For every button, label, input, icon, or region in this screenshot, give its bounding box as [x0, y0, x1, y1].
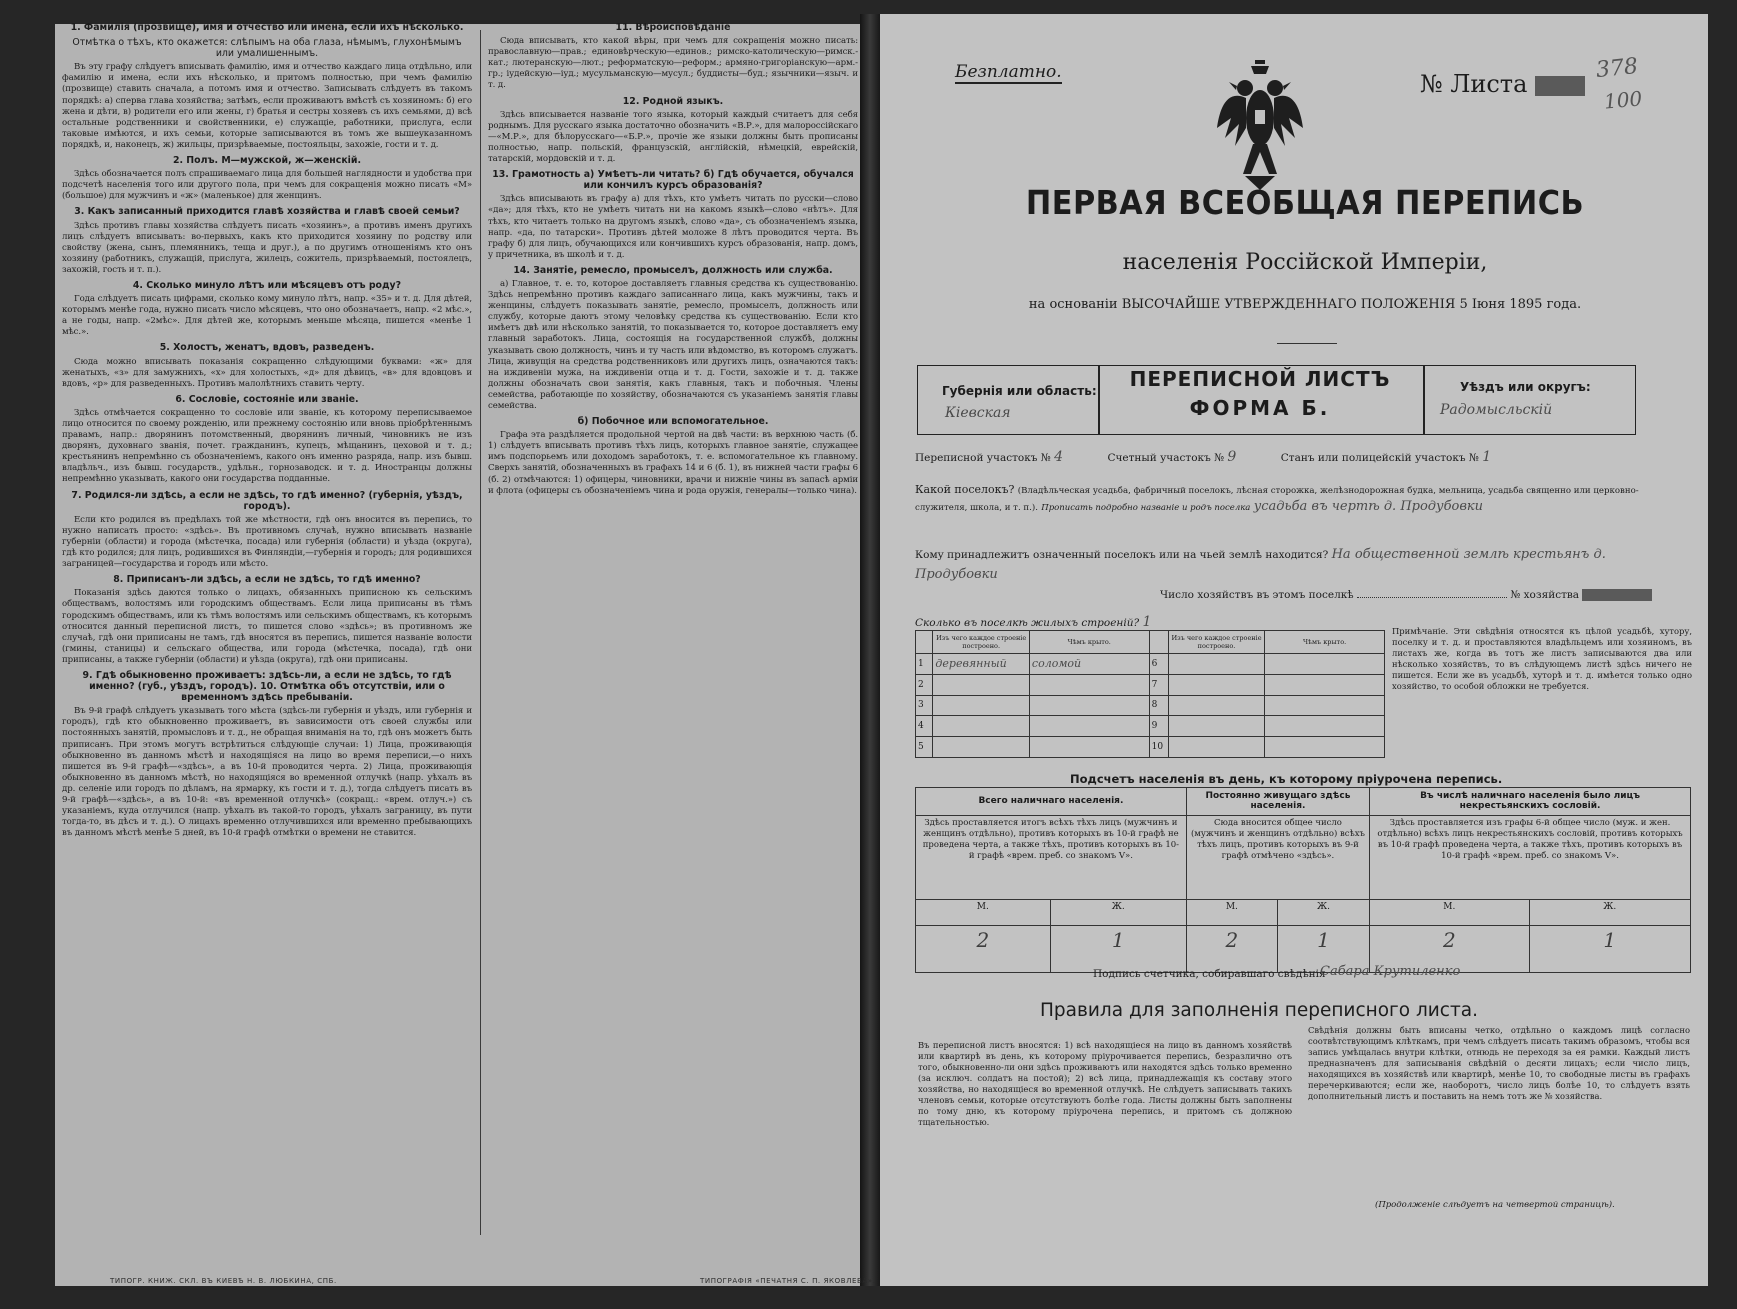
precinct-value: 4 [1054, 449, 1064, 465]
census-subtitle: населенія Россійской Имперіи, [1122, 250, 1488, 275]
instruction-heading: 6. Сословіе, состояніе или званіе. [175, 393, 359, 405]
total-present-female: 1 [1050, 925, 1186, 972]
book-spine [860, 14, 880, 1286]
household-number-label: № хозяйства [1510, 589, 1580, 601]
header-separator [1423, 366, 1425, 434]
buildings-roof [1029, 695, 1149, 716]
buildings-material [933, 695, 1029, 716]
count-col-description: Сюда вносится общее число (мужчинъ и женщинъ отдѣльно) всѣхъ тѣхъ лицъ, противъ которыхъ въ 9-й графѣ отмѣчено «здѣсь». [1186, 815, 1369, 900]
buildings-col-roof: Чѣмъ крыто. [1265, 631, 1385, 654]
households-line [1160, 589, 1652, 601]
instruction-text: Здѣсь вписывають въ графу а) для тѣхъ, кто умѣетъ читать по русски—слово «да»; для тѣхъ, кто не умѣетъ читать ни на какомъ языкѣ—слово «нѣтъ». Для тѣхъ, кто читаетъ только на другомъ языкѣ, слово «да», съ обозначеніемъ языка, напр. «да, по татарски». Противъ дѣтей моложе 8 лѣтъ проводится черта. Въ графу б) для лицъ, обучающихся или кончившихъ курсъ образованія, напр. домъ, у причетника, въ школѣ и т. д. [488, 194, 858, 260]
instruction-heading: 12. Родной языкъ. [622, 95, 724, 107]
instruction-text: Года слѣдуетъ писать цифрами, сколько кому минуло лѣтъ, напр. «35» и т. д. Для дѣтей, которымъ менѣе года, нужно писать число мѣсяцевъ, что оно обозначаетъ, напр. «2 мѣс.», а не годы, напр. «2мѣс». Для дѣтей же, которымъ меньше мѣсяца, пишется «менѣе 1 мѣс.». [62, 294, 472, 338]
buildings-material [933, 674, 1029, 695]
double-headed-eagle-emblem-icon [1215, 58, 1305, 193]
instruction-heading: 1. Фамилія (прозвище), имя и отчество или имена, если ихъ нѣсколько. [70, 22, 464, 33]
form-title: ПЕРЕПИСНОЙ ЛИСТЪ [1129, 367, 1391, 391]
instruction-heading: 7. Родился-ли здѣсь, а если не здѣсь, то гдѣ именно? (губернія, уѣздъ, городъ). [71, 489, 463, 512]
buildings-row-number: 9 [1149, 716, 1168, 737]
buildings-material [1168, 654, 1264, 675]
instruction-text: а) Главное, т. е. то, которое доставляетъ главныя средства къ существованію. Здѣсь непремѣнно противъ каждаго записаннаго лица, какъ мужчины, такъ и женщины, слѣдуетъ показывать занятіе, ремесло, промыселъ, должность или службу, которые даютъ этому человѣку средства къ существованію. Если кто имѣетъ двѣ или нѣсколько занятій, то показывается то, которое доставляетъ ему главный заработокъ. Лица, состоящія на государственной службѣ, должны указывать свою должность, чинъ и ту часть или вѣдомство, въ которомъ служатъ. Лица, живущія на средства родственниковъ или другихъ лицъ, означаются такъ: на иждивеніи мужа, на иждивеніи отца и т. д. Гости, захожіе и т. д. также должны обозначать свои занятія, какъ главныя, такъ и побочныя. Члены семейства, работающіе по хозяйству, обозначаются съ указаніемъ занятія главы семейства. [488, 278, 858, 411]
settlement-hint-2: Прописать подробно названіе и родъ поселка [1041, 503, 1251, 513]
female-label: Ж. [1529, 900, 1690, 925]
form-subtitle: ФОРМА Б. [1189, 396, 1331, 420]
printer-imprint-right: ТИПОГРАФІЯ «ПЕЧАТНЯ С. П. ЯКОВЛЕВА». [700, 1277, 876, 1285]
instruction-text: Въ эту графу слѣдуетъ вписывать фамилію, имя и отчество каждаго лица отдѣльно, или фамилію и имена, если ихъ нѣсколько, и притомъ полностью, при чемъ фамилію (прозвище) ставить сначала, а потомъ имя и отчество. Записывать слѣдуетъ въ такомъ порядкѣ: а) сперва глава хозяйства; затѣмъ, если проживаютъ вмѣстѣ съ хозяиномъ: б) его жена и дѣти, в) родители его или жены, г) братья и сестры хозяевъ съ ихъ семьями, д) всѣ остальные родственники и свойственники, е) служащіе, работники, прислуга, если таковые имѣются, и ихъ семьи, которые записываются въ томъ же вышеуказанномъ порядкѣ, и, наконецъ, ж) жильцы, призрѣваемые, постояльцы, захожіе, гости и т. д. [62, 62, 472, 150]
instruction-heading: 4. Сколько минуло лѣтъ или мѣсяцевъ отъ роду? [132, 279, 402, 291]
population-count-table [915, 787, 1691, 973]
population-count-title: Подсчетъ населенія въ день, къ которому пріурочена перепись. [1070, 772, 1503, 786]
buildings-roof [1029, 716, 1149, 737]
buildings-line [915, 614, 1262, 630]
owner-value: На общественной землѣ крестьянъ д. Продубовки [915, 547, 1606, 582]
rules-text-right: Свѣдѣнія должны быть вписаны четко, отдѣльно о каждомъ лицѣ согласно соотвѣтствующимъ клѣткамъ, при чемъ слѣдуетъ писать такимъ образомъ, чтобы вся запись умѣщалась внутри клѣтки, отнюдь не переходя за ея рамки. Каждый листъ предназначенъ для записыванія свѣдѣній о десяти лицахъ; если число лицъ, находящихся въ хозяйствѣ или квартирѣ, менѣе 10, то свободные листы въ графахъ перечеркиваются; если же, наоборотъ, число лицъ болѣе 10, то слѣдуетъ взять дополнительный листъ и поставить на немъ тотъ же № хозяйства. [1308, 1025, 1690, 1101]
pencil-folio-number-2: 100 [1603, 86, 1644, 114]
buildings-material [1168, 716, 1264, 737]
settlement-value: усадьба въ чертѣ д. Продубовки [1253, 499, 1484, 514]
buildings-row [916, 737, 1385, 758]
printer-imprint-left: ТИПОГР. КНИЖ. СКЛ. ВЪ КИЕВѢ Н. В. ЛЮБКИНА, СПБ. [110, 1277, 337, 1285]
buildings-row-number: 3 [916, 695, 933, 716]
buildings-row-number: 4 [916, 716, 933, 737]
buildings-row [916, 695, 1385, 716]
enumerator-signature: Сабара Крутиленко [1320, 964, 1461, 979]
count-col-header: Постоянно живущаго здѣсь населенія. [1186, 788, 1369, 816]
household-number-redacted-box [1582, 589, 1652, 601]
buildings-row-number: 6 [1149, 654, 1168, 675]
rules-continued-note: (Продолженіе слѣдуетъ на четвертой страницѣ). [1375, 1200, 1615, 1210]
enumerator-signature-label: Подпись счетчика, собиравшаго свѣдѣнія [1093, 968, 1326, 980]
buildings-table [915, 630, 1385, 758]
gubernia-label: Губернія или область: [942, 384, 1097, 398]
buildings-roof [1029, 737, 1149, 758]
buildings-roof [1265, 695, 1385, 716]
non-peasant-female: 1 [1529, 925, 1690, 972]
settlement-label: Какой поселокъ? [915, 483, 1015, 496]
instruction-heading: 3. Какъ записанный приходится главѣ хозяйства и главѣ своей семьи? [74, 206, 460, 218]
buildings-row-number: 2 [916, 674, 933, 695]
permanent-male: 2 [1186, 925, 1277, 972]
count-col-description: Здѣсь проставляется итогъ всѣхъ тѣхъ лицъ (мужчинъ и женщинъ отдѣльно), противъ которыхъ въ 10-й графѣ не проведена черта, а также тѣхъ, противъ которыхъ въ 10-й графѣ «врем. преб. со знакомъ V». [916, 815, 1187, 900]
count-col-header: Всего наличнаго населенія. [916, 788, 1187, 816]
instruction-text: Если кто родился въ предѣлахъ той же мѣстности, гдѣ онъ вносится въ перепись, то нужно написать просто: «здѣсь». Въ противномъ случаѣ, нужно вписывать названіе губерніи (области) и города (мѣстечка, посада) или губернія (области) и уѣзда (округа), гдѣ кто родился; для лицъ, родившихся въ Финляндіи,—губернія и городъ; для родившихся заграницей—государства и городъ или мѣсто. [62, 514, 472, 570]
rules-title: Правила для заполненія переписного листа. [1040, 1000, 1478, 1021]
pencil-folio-number: 378 [1594, 53, 1640, 84]
instruction-text: Графа эта раздѣляется продольной чертой на двѣ части: въ верхнюю часть (б. 1) слѣдуетъ вписывать противъ тѣхъ лицъ, которыхъ главное занятіе, служащее имъ подспорьемъ или доходомъ заработокъ, т. е. вспомогательное къ главному. Сверхъ занятій, обозначенныхъ въ графахъ 14 и 6 (б. 1), въ нижней части графы 6 (б. 2) отмѣчаются: 1) офицеры, чиновники, врачи и нижніе чины въ запасѣ арміи и флота (офицеры съ обозначеніемъ чина и рода оружія, генералы—только чина). [488, 430, 858, 496]
buildings-roof: соломой [1029, 654, 1149, 675]
instruction-heading: 2. Полъ. М—мужской, ж—женскій. [172, 155, 362, 167]
instruction-heading: 8. Приписанъ-ли здѣсь, а если не здѣсь, то гдѣ именно? [113, 574, 421, 586]
count-col-header: Въ числѣ наличнаго населенія было лицъ некрестьянскихъ сословій. [1370, 788, 1691, 816]
instruction-text: Здѣсь обозначается полъ спрашиваемаго лица для большей наглядности и удобства при подсчетѣ населенія того или другого пола, при чемъ для сокращенія можно писать «М» (большое) для мужчинъ и «ж» (маленькое) для женщинъ. [62, 169, 472, 202]
census-title: ПЕРВАЯ ВСЕОБЩАЯ ПЕРЕПИСЬ [1025, 183, 1585, 222]
buildings-roof [1265, 737, 1385, 758]
column-divider [480, 30, 481, 1235]
buildings-row-number: 8 [1149, 695, 1168, 716]
buildings-row-number: 7 [1149, 674, 1168, 695]
instruction-heading: 11. Вѣроисповѣданіе [615, 22, 731, 33]
buildings-material [933, 737, 1029, 758]
buildings-row [916, 716, 1385, 737]
buildings-roof [1265, 716, 1385, 737]
instruction-text: Показанія здѣсь даются только о лицахъ, обязанныхъ приписною къ сельскимъ обществамъ, волостямъ или городскимъ обществамъ. Если лица приписаны въ тѣмъ городскимъ обществамъ, или къ тѣмъ волостямъ или сельскимъ обществамъ, къ которымъ относится данный переписной листъ, то пишется слово «здѣсь»; въ противномъ же случаѣ, гдѣ они приписаны не тамъ, гдѣ вносятся въ перепись, пишется названіе волости (гмины, станицы) и сельскаго общества, или города (мѣстечка, посада), гдѣ они приписаны, а также губерніи (области) и уѣзда (округа), гдѣ они приписаны. [62, 588, 472, 665]
owner-line [915, 545, 1685, 585]
census-basis: на основаніи ВЫСОЧАЙШЕ УТВЕРЖДЕННАГО ПОЛОЖЕНІЯ 5 Іюня 1895 года. [1028, 297, 1582, 312]
instruction-heading: 9. Гдѣ обыкновенно проживаетъ: здѣсь-ли, а если не здѣсь, то гдѣ именно? (губ., уѣздъ, городъ). 10. Отмѣтка объ отсутствіи, или о временномъ здѣсь пребываніи. [82, 669, 452, 704]
instruction-text: Здѣсь отмѣчается сокращенно то сословіе или званіе, къ которому переписываемое лицо относится по своему рожденію, или прежнему состоянію или вновь пріобрѣтеннымъ правамъ, напр.: дворянинъ потомственный, дворянинъ личный, чиновникъ не изъ дворянъ, духовнаго званія, почет. гражданинъ, купецъ, мѣщанинъ, цеховой и т. д.; крестьянинъ непремѣнно съ обозначеніемъ, какого онъ именно разряда, напр. изъ бывш. владѣльч., изъ бывш. государств., удѣльн., горнозаводск. и т. д. Иностранцы должны непремѣнно указывать, какого они государства подданные. [62, 407, 472, 485]
uezd-label: Уѣздъ или округъ: [1460, 380, 1591, 394]
stan-label: Станъ или полицейскій участокъ № [1280, 452, 1479, 464]
buildings-col-built: Изъ чего каждое строеніе построено. [933, 631, 1029, 654]
permanent-female: 1 [1277, 925, 1369, 972]
count-col-description: Здѣсь проставляется изъ графы 6-й общее число (муж. и жен. отдѣльно) всѣхъ лицъ некрестьянскихъ сословій, противъ которыхъ въ 10-й графѣ проведена черта, а также тѣхъ, противъ которыхъ въ 10-й графѣ «врем. преб. со знакомъ V». [1370, 815, 1691, 900]
counting-value: 9 [1227, 449, 1237, 465]
owner-label: Кому принадлежитъ означенный поселокъ или на чьей землѣ находится? [915, 549, 1329, 561]
free-label: Безплатно. [955, 62, 1062, 82]
instructions-column-1 [62, 18, 472, 1243]
buildings-row-number: 10 [1149, 737, 1168, 758]
male-label: М. [1186, 900, 1277, 925]
buildings-material [1168, 695, 1264, 716]
buildings-row-number: 1 [916, 654, 933, 675]
buildings-material [933, 716, 1029, 737]
buildings-material [1168, 737, 1264, 758]
female-label: Ж. [1277, 900, 1369, 925]
buildings-col-roof: Чѣмъ крыто. [1029, 631, 1149, 654]
buildings-label: Сколько въ поселкѣ жилыхъ строеній? [915, 617, 1140, 629]
buildings-col-built: Изъ чего каждое строеніе построено. [1168, 631, 1264, 654]
uezd-value: Радомысльскій [1440, 402, 1553, 418]
female-label: Ж. [1050, 900, 1186, 925]
buildings-row-number: 5 [916, 737, 933, 758]
buildings-roof [1029, 674, 1149, 695]
instruction-heading: б) Побочное или вспомогательное. [577, 416, 769, 428]
buildings-row [916, 654, 1385, 675]
buildings-material [1168, 674, 1264, 695]
instruction-text: Здѣсь вписывается названіе того языка, который каждый считаетъ для себя роднымъ. Для русскаго языка достаточно обозначить «В.Р.», для малороссійскаго—«М.Р.», для бѣлорусскаго—«Б.Р.», прочіе же языки должны быть прописаны полностью, напр. польскій, французскій, англійскій, нѣмецкій, еврейскій, татарскій, мордовскій и т. д. [488, 109, 858, 165]
instruction-heading: 13. Грамотность а) Умѣетъ-ли читать? б) Гдѣ обучается, обучался или кончилъ курсъ образованія? [492, 169, 854, 192]
instructions-column-2 [488, 18, 858, 1243]
male-label: М. [916, 900, 1051, 925]
settlement-hint: (Владѣльческая усадьба, фабричный поселокъ, лѣсная сторожка, желѣзнодорожная будка, мельница, усадьба священно или церковно-служителя, школа, и т. п.). [915, 486, 1639, 513]
instruction-text: Сюда можно вписывать показанія сокращенно слѣдующими буквами: «ж» для женатыхъ, «з» для замужнихъ, «х» для холостыхъ, «д» для дѣвицъ, «в» для вдовцовъ и вдовъ, «р» для разведенныхъ. Противъ малолѣтнихъ ставить черту. [62, 356, 472, 389]
instruction-heading: 14. Занятіе, ремесло, промыселъ, должность или служба. [513, 264, 833, 276]
instruction-heading: 5. Холостъ, женатъ, вдовъ, разведенъ. [159, 342, 375, 354]
households-label: Число хозяйствъ въ этомъ поселкѣ [1160, 589, 1354, 601]
buildings-roof [1265, 654, 1385, 675]
counting-label: Счетный участокъ № [1107, 452, 1225, 464]
gubernia-value: Кіевская [945, 405, 1011, 421]
precinct-line [915, 449, 1522, 465]
settlement-line [915, 482, 1685, 516]
buildings-row [916, 674, 1385, 695]
buildings-value: 1 [1142, 614, 1152, 630]
title-rule [1277, 343, 1337, 344]
male-label: М. [1370, 900, 1530, 925]
precinct-label: Переписной участокъ № [915, 452, 1051, 464]
stan-value: 1 [1482, 449, 1492, 465]
instruction-text: Въ 9-й графѣ слѣдуетъ указывать того мѣста (здѣсь-ли губернія и уѣздъ, или губернія и городъ), гдѣ кто обыкновенно проживаетъ, въ зависимости отъ своей службы или постоянныхъ занятій, промысловъ и т. д., не обращая вниманія на то, гдѣ онъ можетъ быть приписанъ. При этомъ могутъ встрѣтиться слѣдующіе случаи: 1) Лица, проживающія обыкновенно въ данномъ мѣстѣ и находящіяся на лицо во время переписи,—о нихъ пишется въ 9-й графѣ—«здѣсь», а въ 10-й проводится черта. 2) Лица, проживающія обыкновенно въ данномъ мѣстѣ, но находящіяся во временной отлучкѣ (напр. уѣхалъ въ др. селеніе или городъ по дѣламъ, на ярмарку, къ гости и т. д.), тогда слѣдуетъ писать въ 9-й графѣ—«здѣсь», а въ 10-й: «въ временной отлучкѣ» (сокращ.: «врем. отлуч.») съ указаніемъ, куда отлучился (напр. уѣхалъ въ такой-то городъ, уѣхалъ заграницу, въ пути тогда-то, въ дѣсъ и т. д.). О лицахъ временно отлучившихся или временно пребывающихъ въ данномъ мѣстѣ менѣе 5 дней, въ 10-й графѣ отмѣтки о времени не ставится. [62, 706, 472, 839]
rules-text-left: Въ переписной листъ вносятся: 1) всѣ находящіеся на лицо въ данномъ хозяйствѣ или квартирѣ въ день, къ которому пріурочивается перепись, безразлично отъ того, обыкновенно-ли они здѣсь проживаютъ или находятся здѣсь только временно (за исключ. солдатъ на постой); 2) всѣ лица, принадлежащія къ составу этого хозяйства, но находящіеся во временной отлучкѣ. Не слѣдуетъ записывать такихъ членовъ семьи, которые отсутствуютъ болѣе года. Листы должны быть заполнены по тому дню, къ которому пріурочена перепись, и притомъ съ должною тщательностью. [918, 1040, 1292, 1127]
buildings-roof [1265, 674, 1385, 695]
non-peasant-male: 2 [1370, 925, 1530, 972]
buildings-note: Примѣчаніе. Эти свѣдѣнія относятся къ цѣлой усадьбѣ, хутору, поселку и т. д. и проставляются владѣльцемъ или хозяиномъ, въ листахъ же, когда въ тотъ же листъ записываются два или нѣсколько хозяйствъ, то въ слѣдующемъ листѣ здѣсь ничего не пишется. Если же въ усадьбѣ, хуторѣ и т. д. имѣется только одно хозяйство, то особой обложки не требуется. [1392, 626, 1692, 691]
instruction-text: Сюда вписывать, кто какой вѣры, при чемъ для сокращенія можно писать: православную—прав.; единовѣрческую—единов.; римско-католическую—римск.-кат.; лютеранскую—лют.; реформатскую—реформ.; армяно-григоріанскую—арм.-гр.; іудейскую—іуд.; мусульманскую—мусул.; буддисты—буд.; язычники—языч. и т. д. [488, 36, 858, 91]
total-present-male: 2 [916, 925, 1051, 972]
sheet-number-label: № Листа [1420, 70, 1528, 98]
instruction-subheading: Отмѣтка о тѣхъ, кто окажется: слѣпымъ на оба глаза, нѣмымъ, глухонѣмымъ или умалишеннымъ. [72, 37, 462, 60]
sheet-number-redacted-box [1535, 76, 1585, 96]
buildings-material: деревянный [933, 654, 1029, 675]
instruction-text: Здѣсь противъ главы хозяйства слѣдуетъ писать «хозяинъ», а противъ именъ другихъ лицъ слѣдуетъ вписывать: во-первыхъ, какъ кто приходится хозяину по родству или свойству (жена, сынъ, племянникъ, теща и друг.), а по другимъ отношеніямъ кто онъ хозяину (работникъ, служащій, прислуга, жилецъ, сожитель, призрѣваемый, постоялецъ, захожій, гость и т. п.). [62, 220, 472, 275]
